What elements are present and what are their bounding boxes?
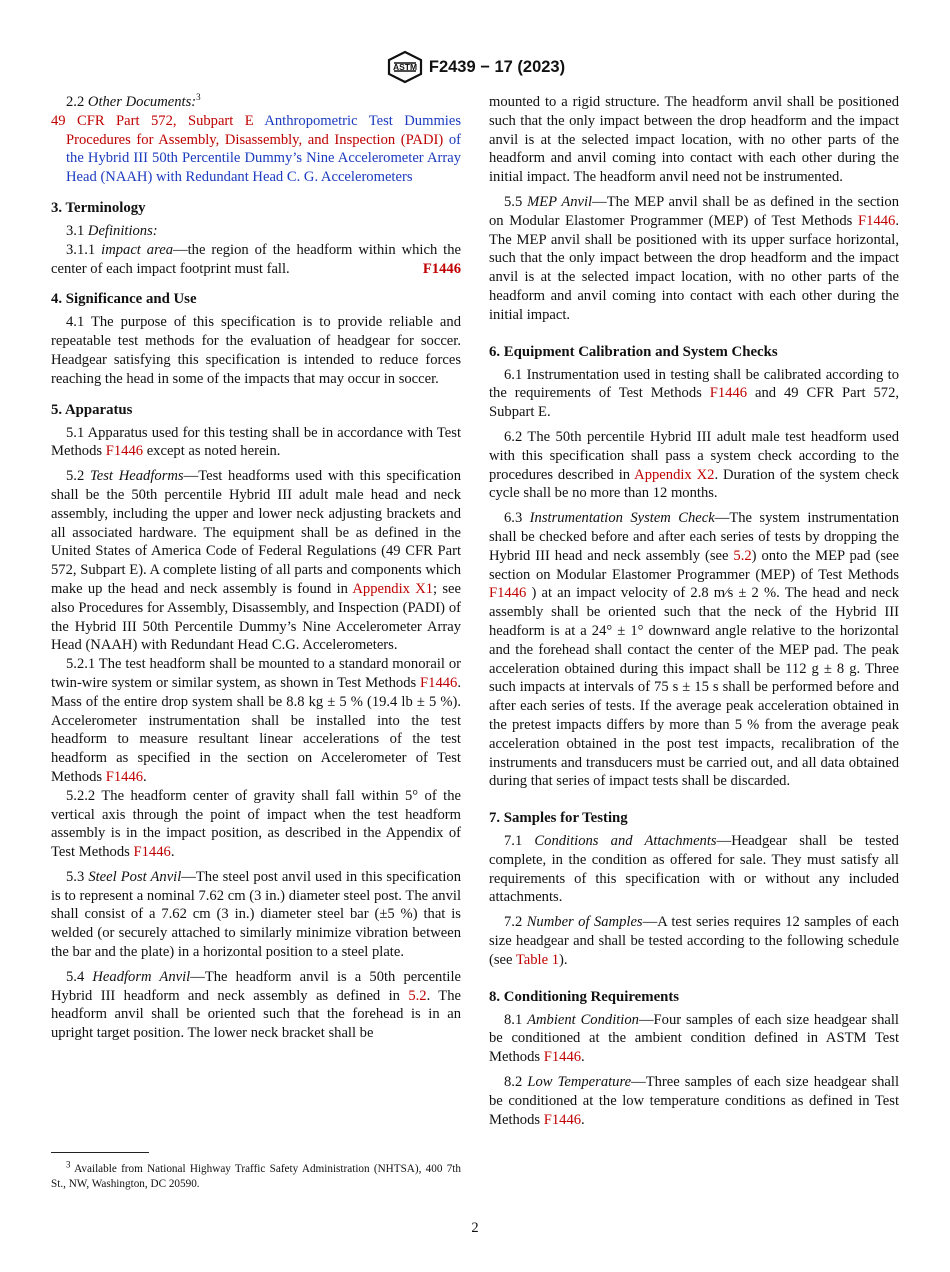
page-header: [0, 50, 950, 84]
section-6-heading: 6. Equipment Calibration and System Checks: [489, 343, 778, 360]
page-number: 2: [471, 1220, 479, 1236]
naah-link[interactable]: of the Hybrid III 50th Percentile Dummy’s Nine Accelerometer Array Head (NAAH) with Redundant Head C. G. Accelerometers: [66, 131, 461, 186]
table-1-link[interactable]: Table 1: [515, 951, 560, 968]
astm-logo-icon: [385, 50, 425, 84]
f1446-link[interactable]: F1446: [858, 212, 896, 229]
section-6-1: 6.1 Instrumentation used in testing shall be calibrated according to the requirements of Test Methods F1446 and 49 CFR Part 572, Subpart E.: [489, 366, 900, 421]
section-5-1: 5.1 Apparatus used for this testing shall be in accordance with Test Methods F1446 except as noted herein.: [51, 424, 461, 460]
footnote-rule: [51, 1152, 149, 1153]
section-6-3: 6.3 Instrumentation System Check—The system instrumentation shall be checked before and after each series of tests by dropping the Hybrid III head and neck assembly (see 5.2) onto the MEP pad (see section on Modular Elastomer Programmer (MEP) of Test Methods F1446 ) at an impact velocity of 2.8 m⁄s ± 2 %. The head and neck assembly shall be oriented such that the neck of the Hybrid III headform is at a 24° ± 1° downward angle relative to the horizontal and the forehead shall contact the center of the MEP pad. The peak acceleration obtained during this impact shall be 112 g ± 8 g. Three such impacts at intervals of 75 s ± 15 s shall be performed before and after each series of tests. If the average peak acceleration obtained in the pretest impacts differs by more than 5 % from the average peak acceleration obtained in the post test impacts, recalibration of the instruments and transducers must be carried out, and all data obtained during that series of impact tests shall be discarded.: [489, 510, 899, 790]
section-8-2: 8.2 Low Temperature—Three samples of each size headgear shall be conditioned at the low temperature conditions as defined in Test Methods F1446.: [489, 1074, 900, 1128]
section-5-2: 5.2 Test Headforms—Test headforms used with this specification shall be the 50th percentile Hybrid III adult male head and neck assembly, including the upper and lower neck adjusting brackets and all associated hardware. The equipment shall be as defined in the United States of America Code of Federal Regulations (49 CFR Part 572, Subpart E). A complete listing of all parts and components which make up the head and neck assembly is found in Appendix X1; see also Procedures for Assembly, Disassembly, and Inspection (PADI) of the Hybrid III 50th Percentile Dummy’s Nine Accelerometer Array Head (NAAH) with Redundant Head C.G. Accelerometers.: [51, 468, 461, 654]
section-4-heading: 4. Significance and Use: [51, 291, 197, 308]
f1446-link[interactable]: F1446: [489, 585, 527, 602]
section-7-2: 7.2 Number of Samples—A test series requires 12 samples of each size headgear and shall be tested according to the following schedule (see Table 1).: [489, 914, 900, 968]
right-column: [489, 93, 899, 1129]
cfr-link[interactable]: 49 CFR Part 572, Subpart E: [51, 112, 254, 129]
section-5-2-1: 5.2.1 The test headform shall be mounted to a standard monorail or twin-wire system or similar system, as shown in Test Methods F1446. Mass of the entire drop system shall be 8.8 kg ± 5 % (19.4 lb ± 5 %). Accelerometer instrumentation shall be installed into the test headform to measure resultant linear accelerations of the test headform as specified in the section on Accelerometer of Test Methods F1446.: [51, 656, 461, 785]
section-5-4-continued: mounted to a rigid structure. The headform anvil shall be positioned such that the only impact between the drop headform and the impact anvil is at the selected impact location, with no other parts of the headform and anvil coming into contact with each other during the initial impact. The headform anvil need not be instrumented.: [489, 94, 899, 186]
f1446-link[interactable]: F1446: [543, 1049, 582, 1066]
f1446-link[interactable]: F1446: [420, 674, 458, 691]
section-8-1: 8.1 Ambient Condition—Four samples of each size headgear shall be conditioned at the ambient condition defined in ASTM Test Methods F1446.: [489, 1011, 899, 1066]
appendix-x2-link[interactable]: Appendix X2: [634, 466, 715, 483]
footnote-3: $^3$ Available from National Highway Traffic Safety Administration (NHTSA), 400 7th St., NW, Washington, DC 20590.: [51, 1159, 462, 1190]
section-5-4: 5.4 Headform Anvil—The headform anvil is a 50th percentile Hybrid III headform and neck assembly as defined in 5.2. The headform anvil shall be oriented such that the forehead is in an upright target position. The lower neck bracket shall be: [51, 968, 461, 1042]
section-5-2-2: 5.2.2 The headform center of gravity shall fall within 5° of the vertical axis through the point of impact when the test headform assembly is in the impact position, as described in the Appendix of Test Methods F1446.: [51, 787, 461, 861]
section-3-1: 3.1 Definitions:: [66, 222, 158, 239]
f1446-link[interactable]: F1446: [709, 385, 748, 402]
f1446-link[interactable]: F1446: [105, 443, 144, 460]
section-8-heading: 8. Conditioning Requirements: [489, 988, 680, 1005]
other-documents-reference: [51, 112, 461, 187]
f1446-link[interactable]: F1446: [105, 768, 144, 785]
section-3-1-1: 3.1.1 impact area—the region of the headform within which the center of each impact footprint must fall. F1446: [51, 241, 462, 277]
section-6-2: 6.2 The 50th percentile Hybrid III adult male test headform used with this specification shall pass a system check according to the procedures described in Appendix X2. Duration of the system check cycle shall be no more than 12 months.: [489, 428, 900, 502]
left-column: [51, 93, 461, 1043]
section-5-3: 5.3 Steel Post Anvil—The steel post anvil used in this specification is to represent a nominal 7.62 cm (3 in.) diameter steel post. The anvil shall consist of a 7.62 cm (3 in.) diameter steel bar (±5 %) that is welded (or securely attached to similarly minimize vibration between the bar and the plate) in a horizontal position to a steel plate.: [51, 868, 461, 961]
section-4-1: 4.1 The purpose of this specification is to provide reliable and repeatable test methods for the evaluation of headgear for soccer. Headgear satisfying this specification is intended to reduce forces reaching the head in some of the impacts that may occur in soccer.: [51, 314, 461, 387]
section-5-heading: 5. Apparatus: [51, 401, 133, 418]
section-5-5: 5.5 MEP Anvil—The MEP anvil shall be as defined in the section on Modular Elastomer Programmer (MEP) of Test Methods F1446. The MEP anvil shall be positioned with its upper surface horizontal, such that the only impact between the drop headform and the impact anvil is at the selected impact location, with no other parts of the headform and anvil coming into contact with each other during the initial impact.: [489, 193, 900, 323]
appendix-x1-link[interactable]: Appendix X1: [352, 580, 434, 597]
padi-link[interactable]: Procedures for Assembly, Disassembly, and Inspection (PADI): [66, 131, 444, 148]
section-7-heading: 7. Samples for Testing: [489, 810, 628, 827]
atd-link[interactable]: Anthropometric Test Dummies: [264, 112, 462, 129]
section-7-1: 7.1 Conditions and Attachments—Headgear shall be tested complete, in the condition as offered for sale. They must satisfy all requirements of this specification with or without any included attachments.: [489, 833, 899, 906]
section-3-heading: 3. Terminology: [51, 199, 146, 216]
f1446-link[interactable]: F1446: [133, 844, 171, 861]
f1446-link[interactable]: F1446: [422, 260, 461, 277]
svg-text:ASTM: ASTM: [392, 62, 417, 72]
f1446-link[interactable]: F1446: [543, 1111, 582, 1128]
section-5-2-link[interactable]: 5.2: [408, 987, 427, 1004]
section-5-2-link[interactable]: 5.2: [733, 547, 752, 564]
section-2-2-heading: 2.2 Other Documents:$^3$: [66, 92, 201, 110]
document-id: F2439 − 17 (2023): [428, 57, 566, 76]
